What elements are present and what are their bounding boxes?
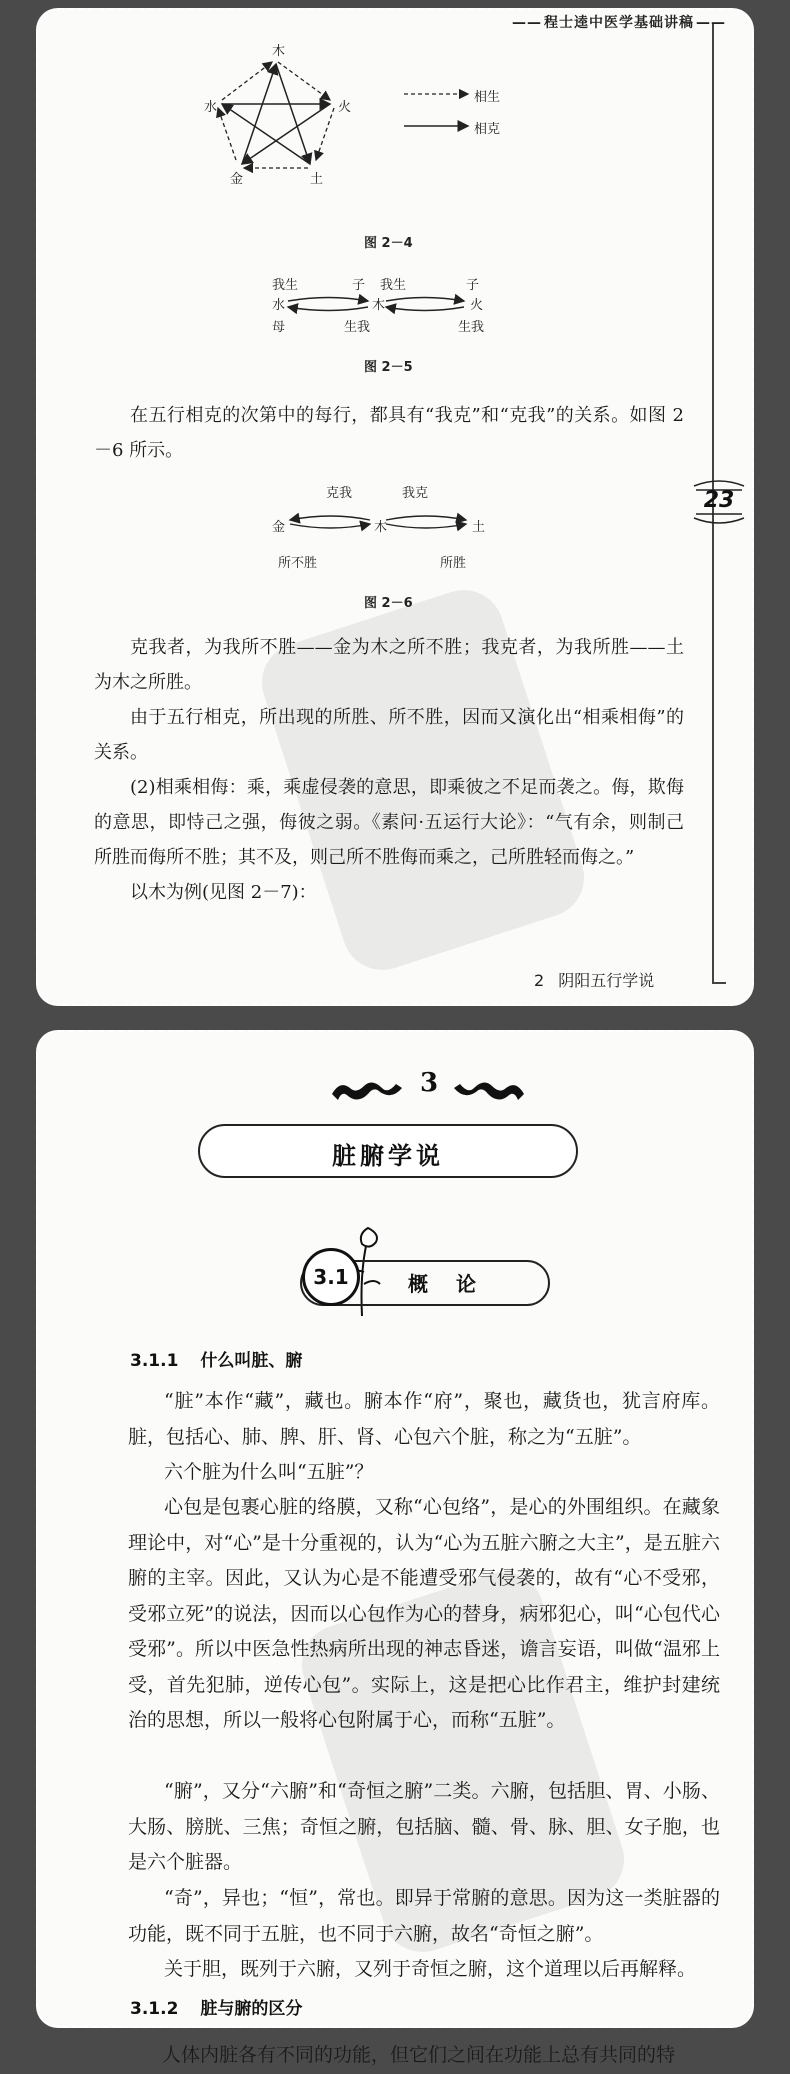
subheading-3-1-2: [130, 1994, 302, 2019]
fig25-shengwo-right: 生我: [458, 320, 485, 335]
subheading-title: 什么叫脏、腑: [200, 1351, 303, 1371]
fig26-kewo: 克我: [326, 486, 353, 501]
fig26-suosheng: 所胜: [440, 556, 467, 571]
chapter-title: 脏腑学说: [332, 1142, 444, 1170]
node-earth: 土: [310, 172, 324, 187]
section-number: 3.1: [302, 1248, 360, 1306]
figure-2-5-arrows: [284, 294, 474, 314]
fig25-wosheng-left: 我生: [272, 278, 299, 293]
fig25-wood: 木: [372, 298, 386, 313]
running-header: —— 程士逵中医学基础讲稿 ——: [512, 12, 726, 32]
book-page-chapter-3: [36, 1030, 754, 2028]
paragraph-xiangcheng: (2)相乘相侮：乘，乘虚侵袭的意思，即乘彼之不足而袭之。侮，欺侮的意思，即恃己之强，侮彼之弱。《素问·五运行大论》：“气有余，则制己所胜而侮所不胜；其不及，则己所不胜侮而乘之，己所胜轻而侮之。”: [94, 777, 684, 868]
figure-2-4-pentagram: [198, 50, 558, 200]
fig25-zi-left: 子: [352, 278, 366, 293]
paragraph-question: 六个脏为什么叫“五脏”？: [164, 1461, 374, 1483]
legend-restrain-label: 相克: [474, 122, 501, 137]
fig26-woke: 我克: [402, 486, 429, 501]
fig26-earth: 土: [472, 520, 486, 535]
chapter-banner: [198, 1124, 578, 1178]
figure-2-6-caption: 图 2－6: [364, 596, 413, 611]
margin-rule-end: [712, 982, 726, 984]
node-wood: 木: [272, 44, 286, 59]
subheading-title: 脏与腑的区分: [200, 1999, 303, 2019]
paragraph-zang-definition: “脏”本作“藏”，藏也。腑本作“府”，聚也，藏货也，犹言府库。脏，包括心、肺、脾、肝、肾、心包六个脏，称之为“五脏”。: [128, 1390, 720, 1448]
figure-2-6-arrows: [286, 510, 470, 534]
paragraph-xinbao: 心包是包裹心脏的络膜，又称“心包络”，是心的外围组织。在藏象理论中，对“心”是十分重视的，认为“心为五脏六腑之大主”，是五脏六腑的主宰。因此，又认为心是不能遭受邪气侵袭的，故有“心不受邪，受邪立死”的说法，因而以心包作为心的替身，病邪犯心，叫“心包代心受邪”。所以中医急性热病所出现的神志昏迷，谵言妄语，叫做“温邪上受，首先犯肺，逆传心包”。实际上，这是把心比作君主，维护封建统治的思想，所以一般将心包附属于心，而称“五脏”。: [128, 1496, 720, 1731]
subheading-3-1-1: [130, 1346, 302, 1371]
fig26-suobusheng: 所不胜: [278, 556, 318, 571]
paragraph-example: 以木为例(见图 2－7)：: [130, 882, 317, 903]
paragraph-gallbladder: 关于胆，既列于六腑，又列于奇恒之腑，这个道理以后再解释。: [164, 1958, 697, 1980]
fig25-water: 水: [272, 298, 286, 313]
footer-chapter-number: 2: [534, 971, 545, 990]
figure-2-5-caption: 图 2－5: [364, 360, 413, 375]
fig25-mu: 母: [272, 320, 286, 335]
page-number: 23: [703, 488, 735, 513]
fig25-fire: 火: [470, 298, 484, 313]
paragraph-kewo: 克我者，为我所不胜——金为木之所不胜；我克者，为我所胜——土为木之所胜。: [94, 637, 684, 693]
chapter-number: 3: [420, 1068, 439, 1098]
figure-2-4-caption: 图 2－4: [364, 236, 413, 251]
paragraph-qiheng: “奇”，异也；“恒”，常也。即异于常腑的意思。因为这一类脏器的功能，既不同于五脏，也不同于六腑，故名“奇恒之腑”。: [128, 1887, 720, 1945]
paragraph-truncated: 人体内脏各有不同的功能，但它们之间在功能上总有共同的特: [162, 2044, 676, 2066]
paragraph-xiangsheng: 由于五行相克，所出现的所胜、所不胜，因而又演化出“相乘相侮”的关系。: [94, 707, 684, 763]
section-title: 概论: [408, 1272, 504, 1296]
page-footer: [534, 968, 654, 991]
node-water: 水: [204, 100, 218, 115]
subheading-number: 3.1.2: [130, 1999, 179, 2019]
subheading-number: 3.1.1: [130, 1351, 179, 1371]
fig26-metal: 金: [272, 520, 286, 535]
fig25-zi-right: 子: [466, 278, 480, 293]
fig25-wosheng-right: 我生: [380, 278, 407, 293]
fig26-wood: 木: [374, 520, 388, 535]
page-number-badge: [690, 474, 748, 530]
paragraph-intro: 在五行相克的次第中的每行，都具有“我克”和“克我”的关系。如图 2－6 所示。: [94, 405, 684, 461]
book-page-23: [36, 8, 754, 1006]
footer-chapter-title: 阴阳五行学说: [558, 971, 655, 990]
fig25-shengwo-left: 生我: [344, 320, 371, 335]
node-metal: 金: [230, 172, 244, 187]
legend-generate-label: 相生: [474, 90, 501, 105]
paragraph-fu: “腑”，又分“六腑”和“奇恒之腑”二类。六腑，包括胆、胃、小肠、大肠、膀胱、三焦；奇恒之腑，包括脑、髓、骨、脉、胆、女子胞，也是六个脏器。: [128, 1780, 720, 1873]
node-fire: 火: [338, 100, 352, 115]
